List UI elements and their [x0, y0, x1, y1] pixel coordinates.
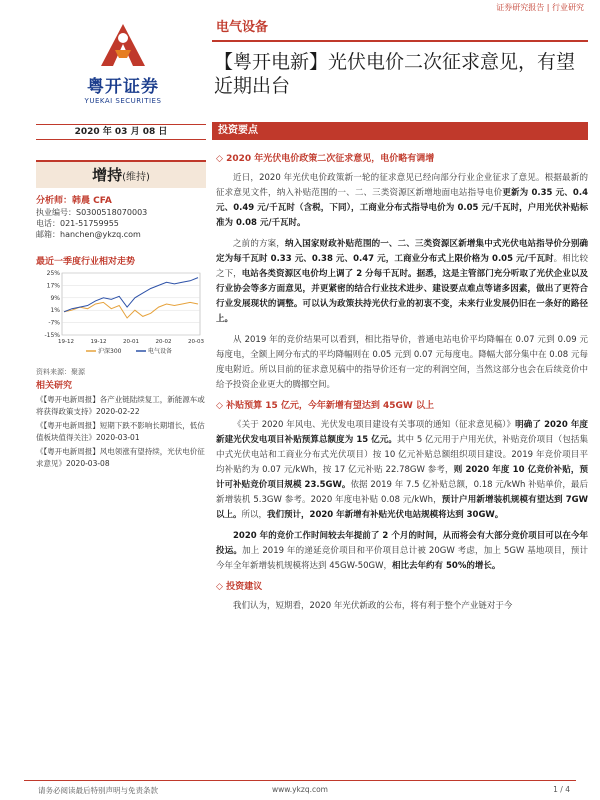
x-tick-label: 20-03: [188, 339, 204, 345]
paragraph-4: 《关于 2020 年风电、光伏发电项目建设有关事项的通知（征求意见稿）》明确了 2020 年度新建光伏发电项目补贴预算总额度为 15 亿元。其中 5 亿元用于户用光伏，补贴竞价项目（包括集中式光伏电站和工商业分布式光伏项目）按 10 亿元补贴总额组织项目建设。2019 年竞价项目平均补贴约为 0.07 元/kWh，按 17 亿元补贴 22.78GW 参考，则 2020 年度 10 亿竞价补贴，预计可补贴竞价项目规模 23.5GW。依据 2019 年 7.5 亿补贴总额，0.18 元/kWh 补贴单价，最后新增装机 5.3GW 参考。2020 年度电补贴 0.08 元/kWh，预计户用新增装机规模有望达到 7GW 以上。所以，我们预计，2020 年新增有补贴光伏电站规模将达到 30GW。: [216, 420, 589, 520]
report-date: 2020 年 03 月 08 日: [36, 124, 206, 140]
y-tick-label: 9%: [50, 294, 60, 302]
relative-performance-chart: [36, 254, 206, 376]
footer-website[interactable]: www.ykzq.com: [272, 785, 328, 794]
logo-english-name: YUEKAI SECURITIES: [84, 97, 162, 105]
logo-mark-icon: [93, 20, 153, 70]
y-tick-label: -7%: [48, 319, 60, 327]
key-points-header: 投资要点: [212, 122, 588, 140]
rating-main: 增持: [92, 166, 123, 184]
sector-label: 电气设备: [216, 20, 269, 35]
legend-label: 沪深300: [98, 348, 122, 355]
analyst-license: 执业编号：S0300518070003: [36, 208, 148, 217]
chart-frame: [62, 273, 200, 335]
y-tick-label: 1%: [50, 307, 60, 315]
paragraph-3: 从 2019 年的竞价结果可以看到，相比指导价，普通电站电价平均降幅在 0.07 元到 0.09 元每度电，全额上网分布式的平均降幅则在 0.05 元到 0.07 元每度电。降幅大部分集中在 0.08 元每度电附近。所以目前的征求意见稿中的指导价还有一定的利润空间，当然这部分也会在后续竞价中给予投资企业更大的腾挪空间。: [216, 335, 588, 390]
analyst-name: 分析师：韩晨 CFA: [36, 196, 112, 206]
report-title: 【粤开电新】光伏电价二次征求意见，有望近期出台: [214, 51, 576, 97]
x-tick-label: 20-02: [155, 339, 172, 345]
x-tick-label: 19-12: [58, 339, 74, 345]
related-item[interactable]: 《【粤开电新周报】短期下跌不影响长期增长，低估值板块值得关注》2020-03-01: [36, 421, 205, 442]
section-heading-2: ◇ 补贴预算 15 亿元，今年新增有望达到 45GW 以上: [216, 401, 434, 411]
chart-svg: [36, 267, 206, 363]
sector-header: [212, 16, 588, 42]
chart-section-title: 最近一季度行业相对走势: [36, 257, 136, 267]
main-content: [216, 148, 588, 620]
logo-chinese-name: 粤开证券: [87, 77, 159, 97]
rating-badge: [36, 160, 206, 188]
analyst-phone: 电话：021-51759955: [36, 219, 119, 228]
page-footer: [24, 780, 576, 795]
legend-label: 电气设备: [148, 348, 173, 355]
y-tick-label: 25%: [46, 270, 60, 277]
chart-source: 资料来源：聚源: [36, 368, 85, 376]
rating-sub: (维持): [122, 172, 150, 183]
related-title: 相关研究: [36, 381, 73, 391]
y-tick-label: 17%: [46, 282, 60, 290]
x-tick-label: 20-01: [123, 339, 139, 345]
section-heading-3: ◇ 投资建议: [216, 582, 263, 592]
footer-disclaimer[interactable]: 请务必阅读最后特别声明与免责条款: [38, 786, 158, 795]
paragraph-5: 2020 年的竞价工作时间较去年提前了 2 个月的时间，从而将会有大部分竞价项目可以在今年投运。加上 2019 年的递延竞价项目和平价项目总计被 20GW 考虑，加上 5GW 基地项目，预计今年全年新增装机规模将达到 45GW-50GW，相比去年约有 50%的增长。: [216, 531, 588, 571]
paragraph-2: 之前的方案，纳入国家财政补贴范围的一、二、三类资源区新增集中式光伏电站指导价分别确定为每千瓦时 0.33 元、0.38 元、0.47 元，工商业分布式上限价格为 0.05 元/千瓦时。相比较之下，电站各类资源区电价均上调了 2 分每千瓦时。据悉，这是主管部门充分听取了光伏企业以及行业协会等多方面意见，并更紧密的结合行业技术进步、建设要点难点等诸多因素，做出了更符合行业发展现状的调整。可以认为政策扶持光伏行业的初衷不变，未来行业发展仍旧在一条好的路径上。: [216, 239, 588, 324]
related-research: [36, 380, 206, 470]
section-heading-1: ◇ 2020 年光伏电价政策二次征求意见，电价略有调增: [216, 154, 435, 164]
analyst-email[interactable]: 邮箱：hanchen@ykzq.com: [36, 230, 141, 239]
paragraph-6: 我们认为，短期看，2020 年光伏新政的公布，将有利于整个产业链对于今: [233, 601, 513, 611]
series-line-1: [64, 278, 198, 312]
related-item[interactable]: 《【粤开电新周报】各产业链陆续复工，新能源车或将获得政策支持》2020-02-22: [36, 395, 205, 416]
analyst-info: [36, 196, 206, 240]
company-logo: [68, 20, 178, 105]
x-tick-label: 19-12: [90, 339, 107, 345]
footer-page-number: 1 / 4: [553, 785, 570, 794]
paragraph-1: 近日，2020 年光伏电价政策新一轮的征求意见已经向部分行业企业征求了意见。根据最新的征求意见文件，纳入补贴范围的一、二、三类资源区新增地面电站指导电价更新为 0.35 元、0.4 元、0.49 元/千瓦时（含税，下同），工商业分布式指导电价为 0.05 元/千瓦时，户用光伏补贴标准为 0.08 元/千瓦时。: [216, 173, 588, 228]
y-tick-label: -15%: [44, 332, 60, 339]
related-item[interactable]: 《【粤开电新周报】风电领涨有望持续，光伏电价征求意见》2020-03-08: [36, 447, 205, 468]
report-type-tag: 证券研究报告 | 行业研究: [496, 3, 584, 12]
